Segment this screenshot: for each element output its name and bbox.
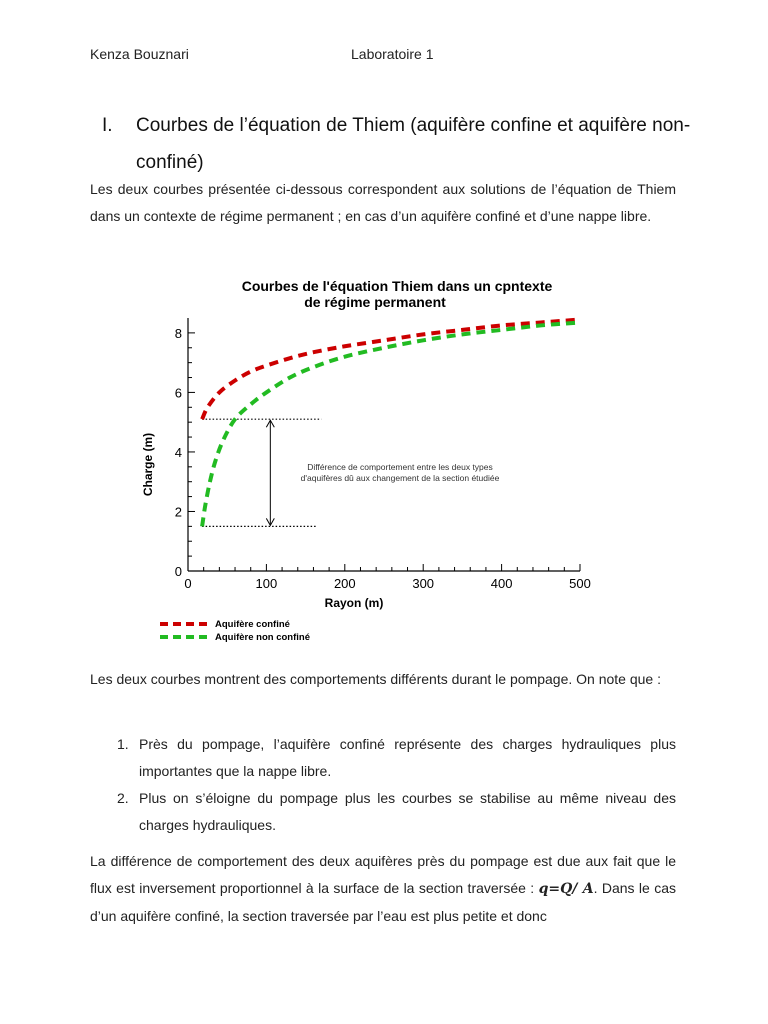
chart-annotation: [202, 419, 499, 526]
y-tick-label: 4: [174, 444, 182, 460]
flux-formula: q=Q/ A: [538, 881, 594, 897]
x-tick-label: 0: [184, 576, 192, 591]
chart-title-line1: Courbes de l'équation Thiem dans un cpntexte: [241, 278, 553, 294]
section-title: Courbes de l’équation de Thiem (aquifère confine et aquifère non-confiné): [136, 115, 691, 173]
list-item-text: Près du pompage, l’aquifère confiné représente des charges hydrauliques plus importantes que la nappe libre.: [139, 736, 676, 779]
list-item: [90, 785, 676, 839]
x-tick-label: 200: [333, 576, 356, 591]
y-tick-label: 0: [174, 564, 182, 579]
annotation-line2: d'aquifères dû aux changement de la section étudiée: [300, 473, 500, 483]
section-number: I.: [102, 115, 113, 136]
list-item: [90, 731, 676, 785]
legend-label-unconfined: Aquifère non confiné: [215, 632, 310, 643]
header-lab: Laboratoire 1: [351, 46, 434, 62]
chart-title-line2: de régime permanent: [304, 294, 446, 310]
x-tick-label: 100: [255, 576, 278, 591]
chart-series: [202, 319, 580, 526]
x-tick-label: 400: [490, 576, 513, 591]
list-item-text: Plus on s’éloigne du pompage plus les courbes se stabilise au même niveau des charges hydrauliques.: [139, 790, 676, 833]
legend-label-confined: Aquifère confiné: [215, 619, 290, 630]
chart-legend: [160, 619, 310, 643]
conclusion-text-after: . Dans le cas d’un aquifère confiné, la section traversée par l’eau est plus petite et donc: [90, 880, 676, 924]
y-tick-label: 2: [174, 504, 182, 520]
conclusion-text-before: La différence de comportement des deux aquifères près du pompage est due aux fait que le flux est inversement proportionnel à la surface de la section traversée :: [90, 853, 676, 896]
intro-paragraph: Les deux courbes présentée ci-dessous correspondent aux solutions de l’équation de Thiem dans un contexte de régime permanent ; en cas d’un aquifère confiné et d’une nappe libre.: [90, 181, 676, 224]
y-tick-label: 8: [174, 325, 182, 341]
series-line-unconfined: [202, 322, 580, 526]
annotation-line1: Différence de comportement entre les deux types: [307, 462, 493, 472]
x-tick-label: 300: [412, 576, 435, 591]
header-author: Kenza Bouznari: [90, 46, 189, 62]
observation-paragraph: Les deux courbes montrent des comportements différents durant le pompage. On note que :: [90, 671, 661, 687]
thiem-chart: [130, 270, 610, 650]
y-tick-label: 6: [174, 385, 182, 401]
x-tick-label: 500: [569, 576, 591, 591]
list-marker: 2.: [117, 790, 129, 806]
x-axis-label: Rayon (m): [324, 596, 384, 610]
list-marker: 1.: [117, 736, 129, 752]
series-line-confined: [202, 319, 580, 419]
conclusion-paragraph: [90, 848, 676, 930]
observation-list: [90, 731, 676, 839]
y-axis-label: Charge (m): [141, 432, 155, 497]
